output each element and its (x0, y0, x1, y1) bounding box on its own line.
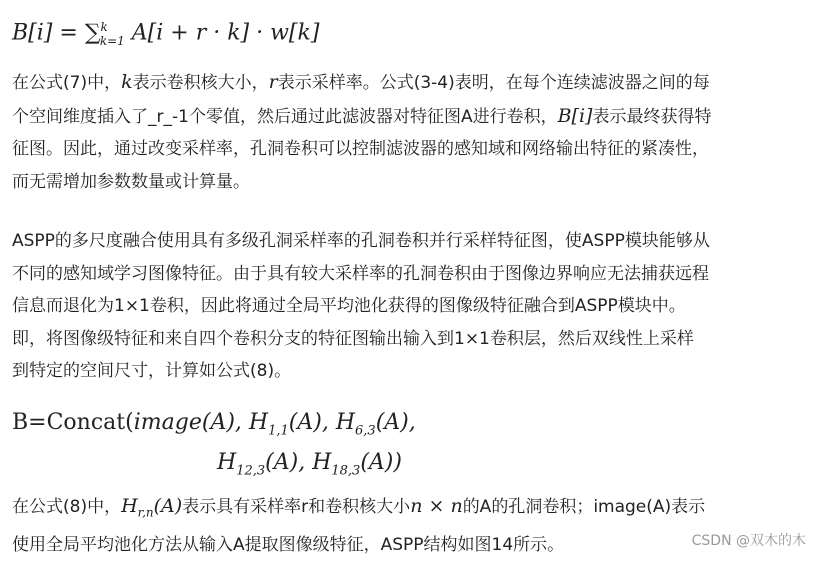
formula-2-arg: (A), (288, 410, 336, 435)
math-h-arg: (A) (153, 495, 183, 517)
text-segment: 在公式(7)中， (12, 73, 122, 93)
text-segment: 表示具有采样率r和卷积核大小 (182, 497, 411, 517)
formula-2-h: H (335, 410, 356, 435)
formula-2-open-paren: ( (125, 410, 134, 435)
formula-1-rhs: A[i + r · k] · w[k] (131, 20, 320, 46)
paragraph-3-line-2: 使用全局平均池化方法从输入A提取图像级特征，ASPP结构如图14所示。 (12, 534, 565, 555)
formula-1-equals: = (59, 20, 78, 46)
text-segment: 的A的孔洞卷积；image(A)表示 (462, 497, 706, 517)
paragraph-3 (12, 490, 808, 561)
math-h-sub: r,n (137, 505, 154, 520)
formula-2-line-2 (12, 447, 416, 487)
paragraph-3-line-1 (12, 490, 808, 529)
math-n: n (410, 495, 423, 517)
paragraph-1 (12, 66, 808, 198)
math-b-i: B[i] (557, 104, 593, 127)
paragraph-2-line-4: 即，将图像级特征和来自四个卷积分支的特征图输出输入到1×1卷积层，然后双线性上采样 (12, 328, 694, 349)
formula-2-arg: (A), (265, 450, 313, 476)
text-segment: 在公式(8)中， (12, 497, 122, 517)
paragraph-2-line-5: 到特定的空间尺寸，计算如公式(8)。 (12, 361, 292, 381)
text-segment: 表示卷积核大小， (132, 73, 269, 93)
formula-1 (12, 12, 319, 56)
formula-2-image: image (133, 410, 202, 435)
paragraph-2-line-1: ASPP的多尺度融合使用具有多级孔洞采样率的孔洞卷积并行采样特征图，使ASPP模块能够从 (12, 231, 710, 251)
math-h: H (121, 495, 138, 517)
paragraph-2 (12, 225, 808, 388)
formula-1-sum-lower: k=1 (99, 33, 125, 48)
formula-2-sub-1-1: 1,1 (268, 423, 289, 439)
formula-2-sub-6-3: 6,3 (355, 423, 376, 439)
formula-1-lhs: B[i] (12, 20, 53, 46)
formula-2-h: H (248, 410, 269, 435)
paragraph-1-line-2 (12, 100, 808, 134)
formula-2-arg-last: (A)) (360, 450, 402, 476)
formula-2 (12, 407, 416, 488)
math-k: k (121, 71, 133, 93)
math-n: n (450, 495, 463, 517)
formula-2-concat: B=Concat (12, 410, 126, 435)
math-times: × (422, 495, 451, 517)
paragraph-2-line-2: 不同的感知域学习图像特征。由于具有较大采样率的孔洞卷积由于图像边界响应无法捕获远程 (12, 263, 709, 284)
formula-2-line-1 (12, 407, 416, 447)
text-segment: 个空间维度插入了_r_-1个零值，然后通过此滤波器对特征图A进行卷积， (12, 106, 558, 127)
formula-2-sub-12-3: 12,3 (236, 463, 266, 479)
formula-1-sum-upper: k (100, 20, 108, 34)
paragraph-1-line-3: 征图。因此，通过改变采样率，孔洞卷积可以控制滤波器的感知域和网络输出特征的紧凑性， (12, 139, 709, 159)
formula-2-sub-18-3: 18,3 (331, 463, 361, 479)
paragraph-1-line-4: 而无需增加参数数量或计算量。 (12, 171, 250, 192)
paragraph-2-line-3: 信息而退化为1×1卷积，因此将通过全局平均池化获得的图像级特征融合到ASPP模块中。 (12, 296, 686, 316)
paragraph-1-line-1 (12, 66, 808, 100)
math-r: r (268, 71, 278, 93)
formula-2-h: H (217, 450, 237, 476)
formula-2-arg: (A), (201, 410, 249, 435)
formula-1-sum-sign: ∑ (84, 20, 101, 46)
text-segment: 表示采样率。公式(3-4)表明，在每个连续滤波器之间的每 (277, 73, 710, 93)
formula-2-arg: (A), (375, 410, 416, 435)
watermark: CSDN @双木的木 (691, 533, 806, 549)
formula-2-h: H (312, 450, 332, 476)
text-segment: 表示最终获得特 (592, 106, 712, 127)
